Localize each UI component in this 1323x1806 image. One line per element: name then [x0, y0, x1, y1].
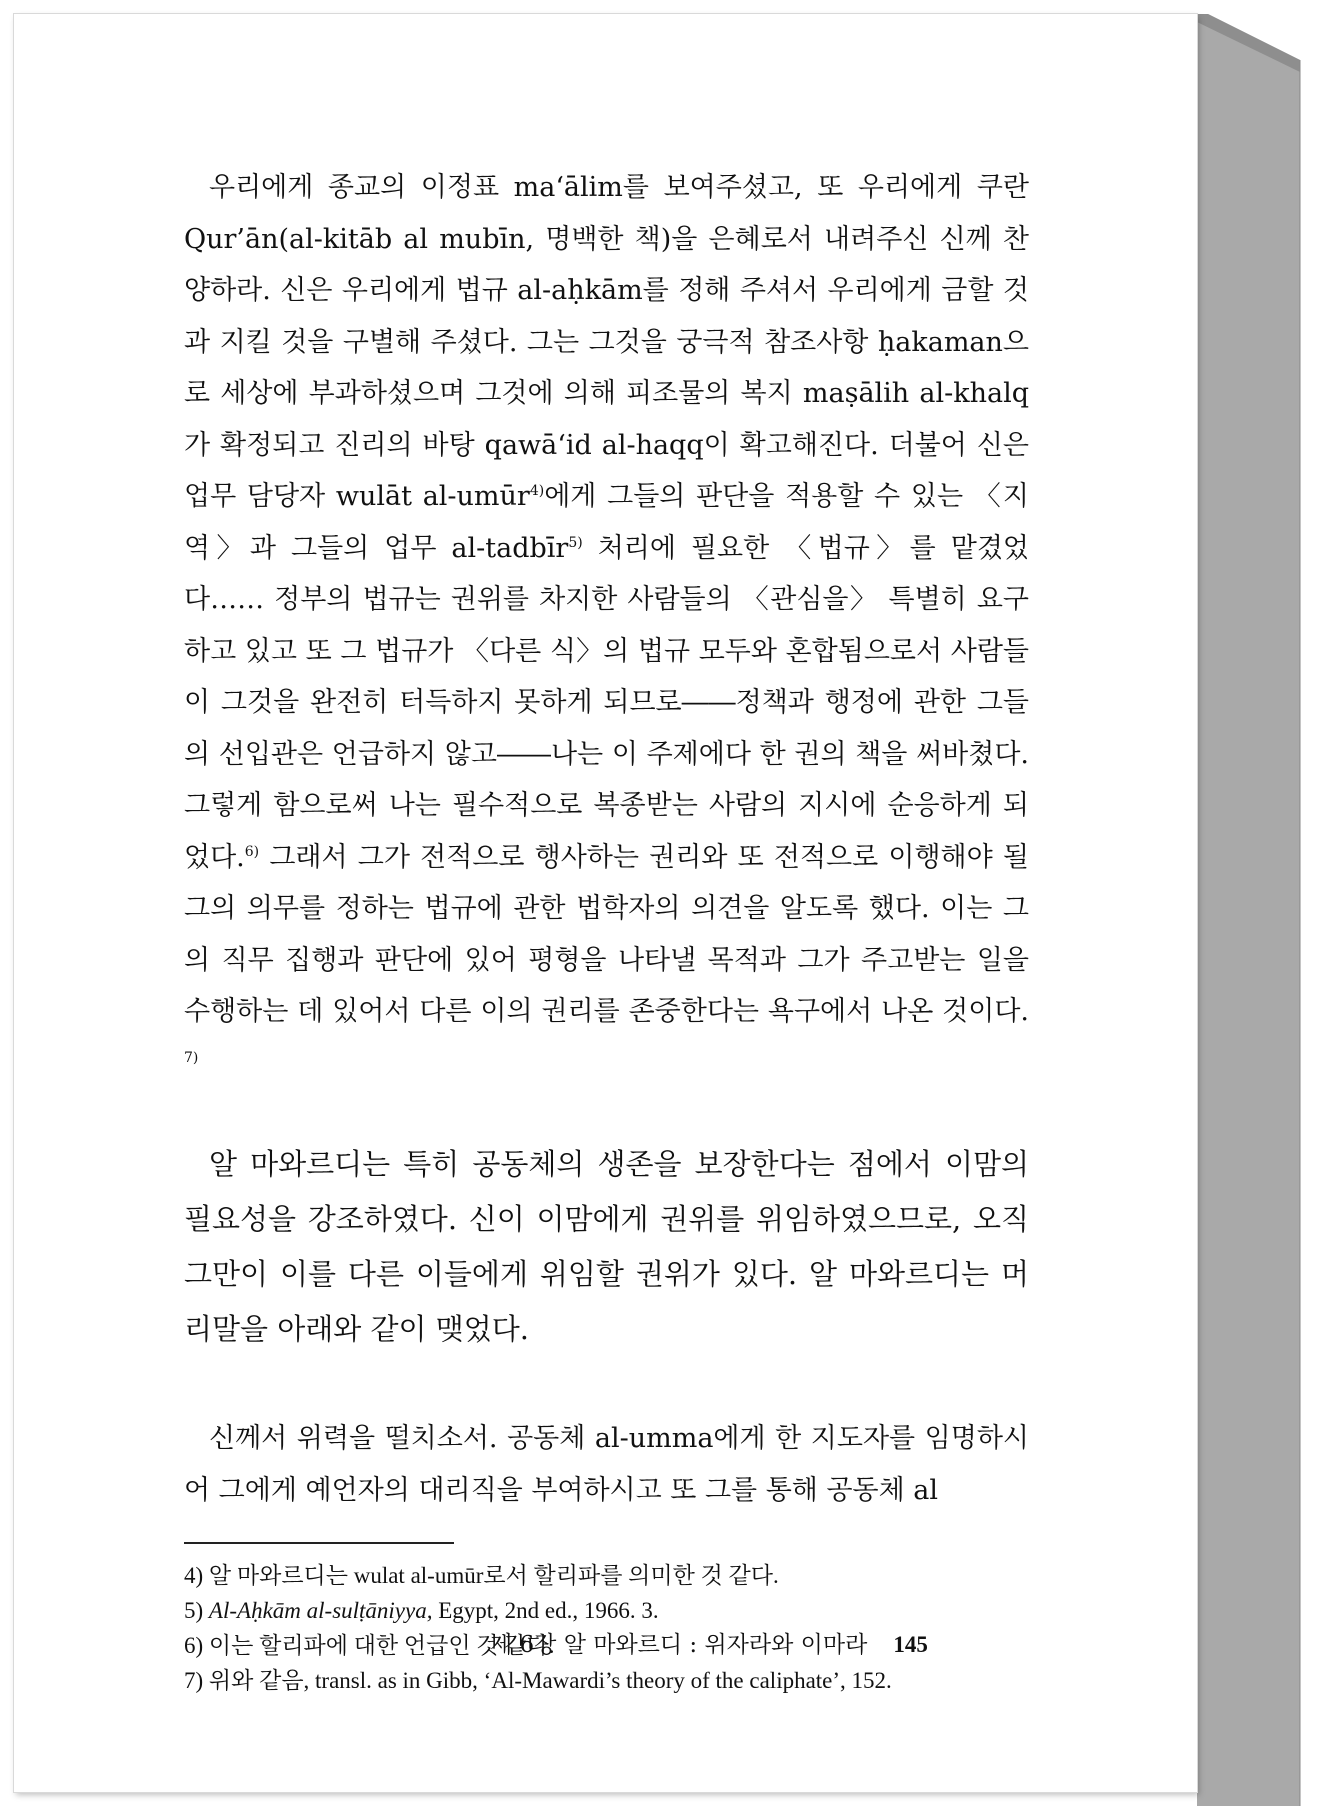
footnote-ref-4: 4) — [529, 483, 545, 499]
footnote-ref-5: 5) — [568, 534, 583, 551]
running-footer — [490, 1626, 928, 1659]
footnote-divider — [184, 1542, 454, 1544]
footnote-ref-6: 6) — [244, 843, 260, 860]
quote-text-d: 그래서 그가 전적으로 행사하는 권리와 또 전적으로 이행해야 될 그의 의무를 정하는 법규에 관한 법학자의 의견을 알도록 했다. 이는 그의 직무 집행과 판단에 있어 평형을 나타낼 목적과 그가 주고받는 일을 수행하는 데 있어서 다른 이의 권리를 존중한다는 욕구에서 나온 것이다. — [184, 841, 1029, 1027]
footnote-5-number: 5) — [184, 1598, 209, 1623]
page-number: 145 — [893, 1632, 928, 1657]
quote-text-a: 우리에게 종교의 이정표 ma‘ālim를 보여주셨고, 또 우리에게 쿠란 Qur’ān(al-kitāb al mubīn, 명백한 책)을 은혜로서 내려주신 신께 찬양하라. 신은 우리에게 법규 al-aḥkām를 정해 주셔서 우리에게 금할 것과 지킬 것을 구별해 주셨다. 그는 그것을 궁극적 참조사항 ḥakaman으로 세상에 부과하셨으며 그것에 의해 피조물의 복지 maṣālih al-khalq가 확정되고 진리의 바탕 qawā‘id al-haqq이 확고해진다. 더불어 신은 업무 담당자 wulāt al-umūr — [184, 172, 1029, 512]
quote-text-b: 에게 그들의 판단을 적용할 수 있는 〈지역〉과 그들의 업무 al-tadbīr — [184, 481, 1029, 564]
chapter-title: 제 6장 알 마와르디 : 위자라와 이마라 — [490, 1632, 868, 1658]
quote-text-c: 처리에 필요한 〈법규〉를 맡겼었다…… 정부의 법규는 권위를 차지한 사람들의 〈관심을〉 특별히 요구하고 있고 또 그 법규가 〈다른 식〉의 법규 모두와 혼합됨으로서 사람들이 그것을 완전히 터득하지 못하게 되므로――정책과 행정에 관한 그들의 선입관은 언급하지 않고――나는 이 주제에다 한 권의 책을 써바쳤다. 그렇게 함으로써 나는 필수적으로 복종받는 사람의 지시에 순응하게 되었다. — [184, 532, 1029, 873]
footnote-5-rest: Egypt, 2nd ed., 1966. 3. — [432, 1598, 659, 1623]
footnote-ref-7: 7) — [184, 1049, 199, 1066]
block-quote-2: 신께서 위력을 떨치소서. 공동체 al-umma에게 한 지도자를 임명하시어 그에게 예언자의 대리직을 부여하시고 또 그를 통해 공동체 al — [184, 1423, 1029, 1506]
footnote-5 — [184, 1593, 1029, 1628]
body-paragraph: 알 마와르디는 특히 공동체의 생존을 보장한다는 점에서 이맘의 필요성을 강조하였다. 신이 이맘에게 권위를 위임하였으므로, 오직 그만이 이를 다른 이들에게 위임할 권위가 있다. 알 마와르디는 머리말을 아래와 같이 맺었다. — [184, 1147, 1029, 1346]
block-quote-1 — [184, 162, 1029, 1089]
footnote-4: 4) 알 마와르디는 wulat al-umūr로서 할리파를 의미한 것 같다. — [184, 1563, 779, 1588]
quote-paragraph — [184, 162, 1029, 1089]
footnote-7: 7) 위와 같음, transl. as in Gibb, ‘Al-Mawardi’s theory of the caliphate’, 152. — [184, 1668, 892, 1693]
page-content — [184, 162, 1029, 1698]
footnote-5-title: Al-Aḥkām al-sulṭāniyya, — [208, 1598, 433, 1623]
footnote-6: 6) 이는 할리파에 대한 언급인 것 같다. — [184, 1633, 555, 1658]
